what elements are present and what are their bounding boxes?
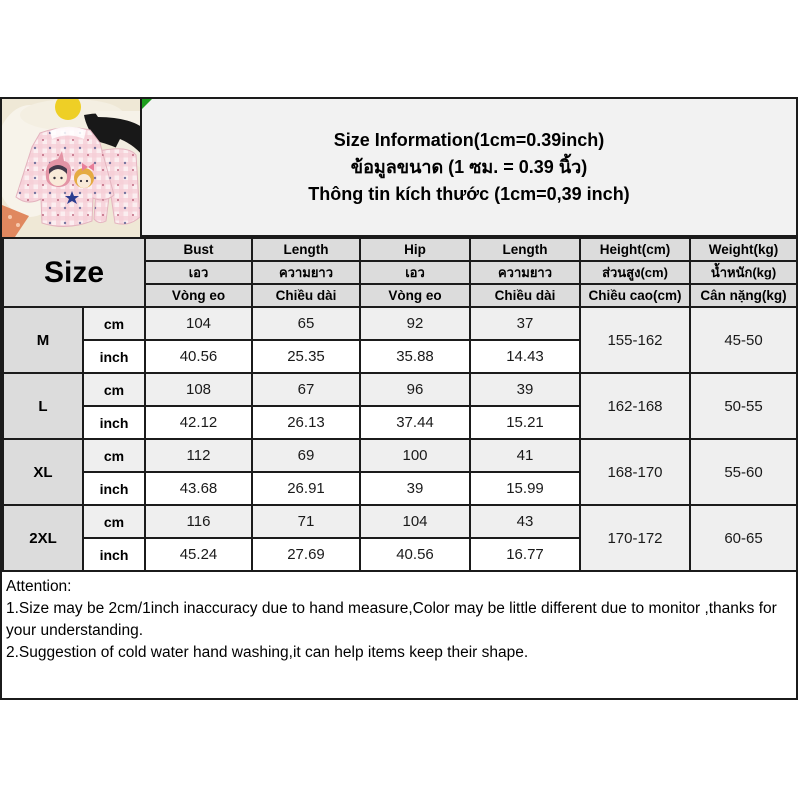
value-cell: 40.56	[360, 538, 470, 571]
header-cell: Vòng eo	[360, 284, 470, 307]
table-row-2xl-cm	[3, 505, 797, 538]
value-cell: 41	[470, 439, 580, 472]
value-cell: 39	[470, 373, 580, 406]
value-cell: 65	[252, 307, 360, 340]
unit-cell: cm	[83, 307, 145, 340]
size-label-2xl: 2XL	[3, 505, 83, 571]
header-section	[2, 99, 796, 237]
unit-cell: inch	[83, 406, 145, 439]
header-cell: Chiều cao(cm)	[580, 284, 690, 307]
value-cell: 26.91	[252, 472, 360, 505]
unit-cell: cm	[83, 373, 145, 406]
product-photo-illustration	[2, 99, 142, 237]
value-cell: 14.43	[470, 340, 580, 373]
value-cell: 40.56	[145, 340, 252, 373]
value-cell: 116	[145, 505, 252, 538]
value-cell: 39	[360, 472, 470, 505]
height-range-cell: 162-168	[580, 373, 690, 439]
attention-section	[2, 572, 796, 664]
value-cell: 42.12	[145, 406, 252, 439]
header-cell: ความยาว	[252, 261, 360, 284]
header-cell: Length	[470, 238, 580, 261]
title-vietnamese: Thông tin kích thước (1cm=0,39 inch)	[308, 183, 630, 204]
title-thai: ข้อมูลขนาด (1 ซม. = 0.39 นิ้ว)	[350, 156, 588, 177]
header-cell: Vòng eo	[145, 284, 252, 307]
product-photo	[2, 99, 142, 237]
weight-range-cell: 50-55	[690, 373, 797, 439]
weight-range-cell: 55-60	[690, 439, 797, 505]
unit-cell: inch	[83, 340, 145, 373]
size-label-l: L	[3, 373, 83, 439]
value-cell: 92	[360, 307, 470, 340]
weight-range-cell: 45-50	[690, 307, 797, 373]
value-cell: 108	[145, 373, 252, 406]
size-chart-sheet	[0, 97, 798, 700]
header-row-english	[3, 238, 797, 261]
corner-marker-icon	[142, 99, 152, 109]
height-range-cell: 170-172	[580, 505, 690, 571]
header-cell: Weight(kg)	[690, 238, 797, 261]
value-cell: 69	[252, 439, 360, 472]
value-cell: 15.99	[470, 472, 580, 505]
header-cell: Cân nặng(kg)	[690, 284, 797, 307]
size-label-m: M	[3, 307, 83, 373]
header-cell: Chiều dài	[470, 284, 580, 307]
unit-cell: inch	[83, 538, 145, 571]
attention-line-2: 2.Suggestion of cold water hand washing,it can help items keep their shape.	[6, 644, 529, 661]
header-cell: ความยาว	[470, 261, 580, 284]
size-header-cell: Size	[3, 238, 145, 307]
header-cell: น้ำหนัก(kg)	[690, 261, 797, 284]
table-row-xl-cm	[3, 439, 797, 472]
value-cell: 100	[360, 439, 470, 472]
table-row-l-cm	[3, 373, 797, 406]
header-cell: Chiều dài	[252, 284, 360, 307]
header-cell: Bust	[145, 238, 252, 261]
value-cell: 37.44	[360, 406, 470, 439]
header-cell: Length	[252, 238, 360, 261]
table-row-m-cm	[3, 307, 797, 340]
value-cell: 26.13	[252, 406, 360, 439]
unit-cell: cm	[83, 439, 145, 472]
value-cell: 96	[360, 373, 470, 406]
attention-line-1: 1.Size may be 2cm/1inch inaccuracy due to hand measure,Color may be little different due to monitor ,thanks for your understanding.	[6, 600, 777, 639]
value-cell: 16.77	[470, 538, 580, 571]
unit-cell: inch	[83, 472, 145, 505]
height-range-cell: 155-162	[580, 307, 690, 373]
value-cell: 15.21	[470, 406, 580, 439]
size-label-xl: XL	[3, 439, 83, 505]
value-cell: 27.69	[252, 538, 360, 571]
unit-cell: cm	[83, 505, 145, 538]
title-block	[142, 99, 796, 235]
weight-range-cell: 60-65	[690, 505, 797, 571]
header-cell: Height(cm)	[580, 238, 690, 261]
value-cell: 104	[360, 505, 470, 538]
height-range-cell: 168-170	[580, 439, 690, 505]
attention-heading: Attention:	[6, 578, 72, 595]
value-cell: 104	[145, 307, 252, 340]
title-english: Size Information(1cm=0.39inch)	[333, 129, 605, 150]
header-cell: เอว	[145, 261, 252, 284]
header-cell: เอว	[360, 261, 470, 284]
value-cell: 45.24	[145, 538, 252, 571]
value-cell: 67	[252, 373, 360, 406]
value-cell: 71	[252, 505, 360, 538]
value-cell: 112	[145, 439, 252, 472]
value-cell: 25.35	[252, 340, 360, 373]
header-cell: Hip	[360, 238, 470, 261]
value-cell: 35.88	[360, 340, 470, 373]
value-cell: 37	[470, 307, 580, 340]
size-table	[2, 237, 798, 572]
value-cell: 43.68	[145, 472, 252, 505]
value-cell: 43	[470, 505, 580, 538]
header-cell: ส่วนสูง(cm)	[580, 261, 690, 284]
